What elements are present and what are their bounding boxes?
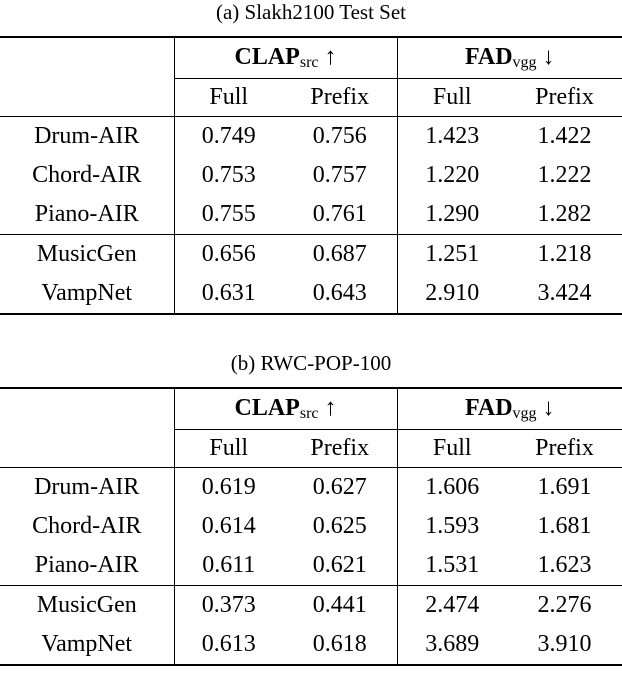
value-cell: 0.761 [312,201,367,227]
table-row [0,507,622,546]
down-arrow-icon: ↓ [542,395,555,421]
value-cell: 1.691 [507,468,622,508]
value-cell: 1.531 [397,546,507,586]
table-a-subheader [0,79,622,117]
value-cell: 0.643 [283,274,397,314]
empty-corner [0,37,174,79]
table-row [0,117,622,157]
model-name: Drum-AIR [0,468,174,508]
model-name: Chord-AIR [32,162,142,188]
value-cell: 3.424 [507,274,622,314]
table-b-subheader [0,430,622,468]
table-row [0,195,622,235]
fad-header: $FAD_{vgg}$ ↓ [397,37,622,79]
model-name: VampNet [0,625,174,665]
up-arrow-icon: ↑ [324,395,337,421]
value-cell: 1.423 [397,117,507,157]
model-name: MusicGen [0,586,174,626]
subheader-full: Full [174,430,283,468]
value-cell: 1.251 [397,235,507,275]
subheader-full: Full [174,79,283,117]
value-cell: 2.276 [507,586,622,626]
table-b [0,387,622,666]
table-row [0,156,622,195]
value-cell: 1.422 [507,117,622,157]
table-b-caption: (b) RWC-POP-100 [230,351,392,375]
value-cell: 0.687 [283,235,397,275]
value-cell: 0.621 [312,552,367,578]
table-row [0,235,622,275]
value-cell: 3.910 [507,625,622,665]
model-name: Piano-AIR [34,552,139,578]
value-cell: 1.606 [397,468,507,508]
value-cell: 1.222 [537,162,592,188]
subheader-prefix: Prefix [310,84,370,110]
value-cell: 1.623 [537,552,592,578]
value-cell: 1.593 [397,507,507,546]
table-row [0,546,622,586]
table-b-metric-header [0,388,622,430]
subheader-prefix: Prefix [535,435,594,461]
fad-header: $FAD_{vgg}$ ↓ [397,388,622,430]
clap-header: $CLAP_{src}$ ↑ [174,388,397,430]
model-name: Drum-AIR [0,117,174,157]
value-cell: 0.631 [174,274,283,314]
model-name: MusicGen [0,235,174,275]
subheader-prefix: Prefix [310,435,370,461]
value-cell: 0.441 [283,586,397,626]
value-cell: 0.614 [174,507,283,546]
subheader-prefix: Prefix [535,84,594,110]
model-name: Piano-AIR [34,201,139,227]
value-cell: 1.290 [397,195,507,235]
empty-corner [0,388,174,430]
value-cell: 0.749 [174,117,283,157]
value-cell: 1.218 [507,235,622,275]
subheader-full: Full [397,79,507,117]
value-cell: 1.282 [537,201,592,227]
value-cell: 3.689 [397,625,507,665]
model-name: Chord-AIR [32,513,142,539]
up-arrow-icon: ↑ [324,44,337,70]
value-cell: 0.625 [312,513,367,539]
table-row [0,468,622,508]
subheader-full: Full [397,430,507,468]
value-cell: 0.627 [283,468,397,508]
value-cell: 0.755 [174,195,283,235]
table-row [0,586,622,626]
table-row [0,625,622,665]
value-cell: 1.681 [537,513,592,539]
value-cell: 0.373 [174,586,283,626]
clap-header: $CLAP_{src}$ ↑ [174,37,397,79]
value-cell: 0.656 [174,235,283,275]
table-a-metric-header [0,37,622,79]
table-row [0,274,622,314]
value-cell: 0.753 [174,156,283,195]
value-cell: 0.619 [174,468,283,508]
table-a-caption: (a) Slakh2100 Test Set [215,0,407,24]
value-cell: 0.756 [283,117,397,157]
down-arrow-icon: ↓ [542,44,555,70]
value-cell: 0.613 [174,625,283,665]
value-cell: 0.757 [312,162,367,188]
value-cell: 0.618 [283,625,397,665]
value-cell: 2.910 [397,274,507,314]
value-cell: 2.474 [397,586,507,626]
value-cell: 0.611 [174,546,283,586]
model-name: VampNet [0,274,174,314]
table-a [0,36,622,315]
value-cell: 1.220 [397,156,507,195]
